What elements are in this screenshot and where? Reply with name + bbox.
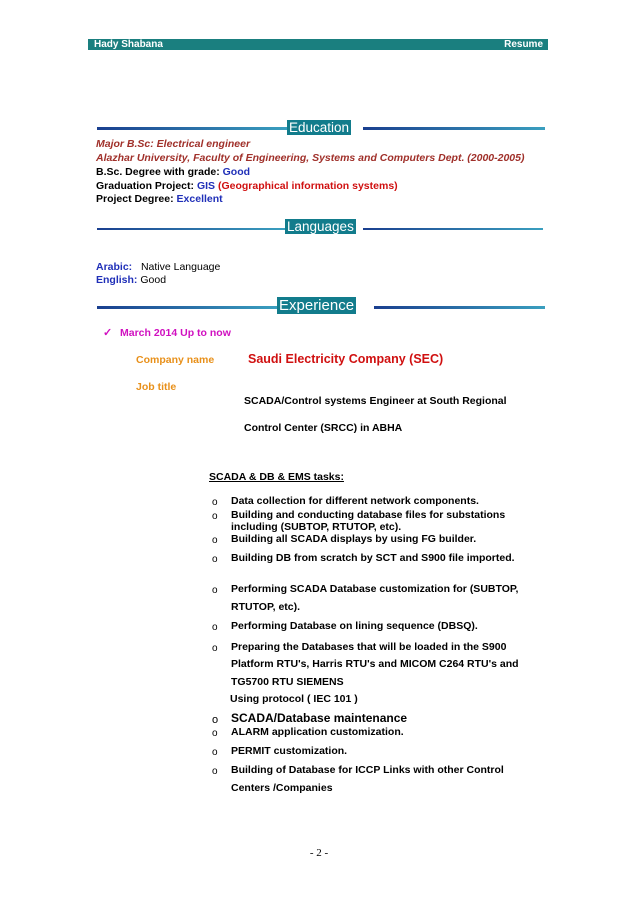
header-label: Resume xyxy=(504,39,543,50)
header-bar xyxy=(88,39,548,50)
tasks-heading: SCADA & DB & EMS tasks: xyxy=(209,471,344,483)
company-label: Company name xyxy=(136,354,215,366)
task-item: ALARM application customization. xyxy=(231,726,404,738)
task-item-continuation: Platform RTU's, Harris RTU's and MICOM C264 RTU's and xyxy=(231,658,519,670)
language-english xyxy=(96,274,166,287)
education-project xyxy=(96,180,398,193)
project-degree-value: Excellent xyxy=(176,193,223,205)
task-item: Building of Database for ICCP Links with other Control xyxy=(231,764,504,776)
task-item: Building all SCADA displays by using FG builder. xyxy=(231,533,477,545)
bullet-icon: o xyxy=(212,728,218,739)
task-item: SCADA/Database maintenance xyxy=(231,711,408,725)
english-label: English: xyxy=(96,274,138,286)
grade-value: Good xyxy=(222,166,251,178)
task-item-continuation: including (SUBTOP, RTUTOP, etc). xyxy=(231,521,402,533)
bullet-icon: o xyxy=(212,643,218,654)
task-item: Data collection for different network components. xyxy=(231,495,479,507)
header-name: Hady Shabana xyxy=(94,39,163,50)
language-arabic xyxy=(96,261,220,274)
task-item: PERMIT customization. xyxy=(231,745,348,757)
education-university: Alazhar University, Faculty of Engineering, Systems and Computers Dept. (2000-2005) xyxy=(96,152,525,164)
task-item-continuation: RTUTOP, etc). xyxy=(231,601,301,613)
bullet-icon: o xyxy=(212,535,218,546)
bullet-icon: o xyxy=(212,622,218,633)
education-rule-right xyxy=(363,127,545,130)
experience-rule-right xyxy=(374,306,545,309)
grade-label: B.Sc. Degree with grade: xyxy=(96,166,220,178)
project-desc: (Geographical information systems) xyxy=(217,180,398,192)
arabic-value: Native Language xyxy=(140,261,221,273)
task-item-continuation: Using protocol ( IEC 101 ) xyxy=(230,693,358,705)
education-project-degree xyxy=(96,193,223,206)
languages-title: Languages xyxy=(287,219,354,234)
company-value: Saudi Electricity Company (SEC) xyxy=(248,352,444,366)
bullet-icon: o xyxy=(212,511,218,522)
languages-rule-left xyxy=(97,228,285,230)
experience-title: Experience xyxy=(279,297,355,314)
project-degree-label: Project Degree: xyxy=(96,193,174,205)
education-degree: Major B.Sc: Electrical engineer xyxy=(96,138,251,150)
job-line-2: Control Center (SRCC) in ABHA xyxy=(244,422,403,434)
arabic-label: Arabic: xyxy=(96,261,133,273)
bullet-icon: o xyxy=(212,585,218,596)
education-rule-left xyxy=(97,127,287,130)
page-number: - 2 - xyxy=(309,847,329,859)
job-line-1: SCADA/Control systems Engineer at South Regional xyxy=(244,395,507,407)
task-item: Building and conducting database files for substations xyxy=(231,509,506,521)
project-label: Graduation Project: xyxy=(96,180,195,192)
check-icon: ✓ xyxy=(103,327,113,339)
bullet-icon: o xyxy=(212,766,218,777)
education-title: Education xyxy=(289,120,350,135)
task-item: Preparing the Databases that will be loaded in the S900 xyxy=(231,641,507,653)
task-item-continuation: Centers /Companies xyxy=(231,782,333,794)
task-item: Performing SCADA Database customization for (SUBTOP, xyxy=(231,583,519,595)
bullet-icon: o xyxy=(212,747,218,758)
education-grade xyxy=(96,166,250,179)
bullet-icon: o xyxy=(212,554,218,565)
task-item-continuation: TG5700 RTU SIEMENS xyxy=(231,676,344,688)
experience-rule-left xyxy=(97,306,277,309)
experience-period: March 2014 Up to now xyxy=(120,327,231,339)
job-label: Job title xyxy=(136,381,177,393)
languages-rule-right xyxy=(363,228,543,230)
bullet-icon: o xyxy=(212,497,218,508)
bullet-icon: o xyxy=(212,714,219,726)
task-item: Building DB from scratch by SCT and S900 file imported. xyxy=(231,552,515,564)
task-item: Performing Database on lining sequence (DBSQ). xyxy=(231,620,478,632)
english-value: Good xyxy=(140,274,167,286)
project-value: GIS xyxy=(196,180,216,192)
